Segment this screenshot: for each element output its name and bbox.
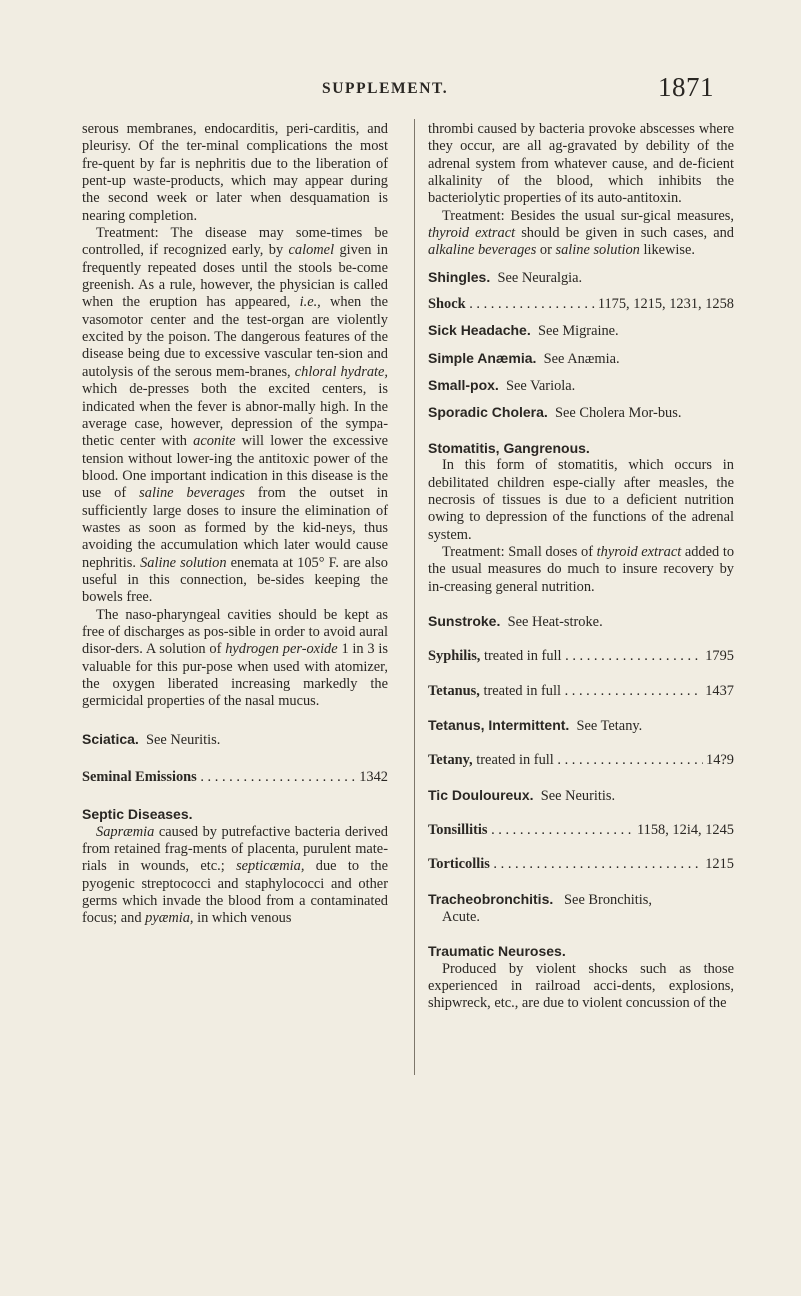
page-number: 1871 (658, 72, 714, 102)
entry-sick-headache: Sick Headache. See Migraine. (428, 322, 619, 340)
entry-sporadic-cholera: Sporadic Cholera. See Cholera Mor-bus. (428, 404, 682, 422)
entry-traumatic-neuroses-heading: Traumatic Neuroses. (428, 943, 566, 960)
entry-simple-anaemia: Simple Anæmia. See Anæmia. (428, 349, 620, 367)
entry-tic-douloureux: Tic Douloureux. See Neuritis. (428, 786, 616, 804)
entry-sunstroke: Sunstroke. See Heat-stroke. (428, 612, 603, 630)
entry-seminal-emissions: Seminal Emissions . . . 1342 (82, 769, 388, 786)
scarlet-fever-continued-paragraph: serous membranes, endocarditis, peri-carditis, and pleurisy. Of the ter-minal complications the most fre-quent by far is nephritis due to the liberation of pent-up waste-products, which may appear during the second week or later when desquamation is nearing completion. (82, 121, 388, 224)
entry-tetany: Tetany, treated in full . . . 14?9 (428, 752, 734, 769)
running-title: SUPPLEMENT. (322, 80, 449, 97)
naso-pharyngeal-paragraph: The naso-pharyngeal cavities should be kept as free of discharges as pos-sible in order to avoid aural disor-ders. A solution of hydrogen per-oxide 1 in 3 is valuable for this pur-pose when used with atomizer, the oxygen liberated increasing markedly the germicidal properties of the nasal mucus. (82, 606, 389, 710)
traumatic-neuroses-paragraph: Produced by violent shocks such as those experienced in railroad acci-dents, explosions, shipwreck, etc., are due to violent concussion of the (428, 960, 734, 1012)
entry-septic-diseases-heading: Septic Diseases. (82, 806, 193, 823)
septic-treatment-paragraph: Treatment: Besides the usual sur-gical measures, thyroid extract should be given in such cases, and alkaline beverages or saline solution likewise. (428, 207, 734, 259)
scarlet-fever-treatment-paragraph: Treatment: The disease may some-times be controlled, if recognized early, by calomel given in frequently repeated doses until the stools be-come greenish. As a rule, however, the physician is called when the eruption has appeared, i.e., when the vasomotor center and the test-organ are violently excited by the poison. The dangerous features of the disease being due to excessive vascular ten-sion and autolysis of the serous mem-branes, chloral hydrate, which de-presses both the excited centers, is indicated when the fever is abnor-mally high. In the average case, however, depression of the sympa-thetic center with aconite will lower the excessive tension without lower-ing the antitoxic power of the blood. One important indication in this disease is the use of saline beverages from the outset in sufficiently large doses to insure the elimination of wastes as soon as formed by the kid-neys, thus avoiding the accumulation which later would cause nephritis. Saline solution enemata at 105° F. are also useful in this connection, be-sides keeping the bowels free. (82, 225, 389, 606)
entry-tracheobronchitis-continued: Acute. (442, 909, 480, 925)
column-divider (414, 119, 415, 1075)
entry-small-pox: Small-pox. See Variola. (428, 377, 576, 395)
entry-shingles: Shingles. See Neuralgia. (428, 268, 583, 286)
entry-sciatica: Sciatica. See Neuritis. (82, 730, 221, 748)
entry-shock: Shock . . . 1175, 1215, 1231, 1258 (428, 296, 734, 313)
entry-tetanus: Tetanus, treated in full . . . 1437 (428, 683, 734, 700)
entry-stomatitis-heading: Stomatitis, Gangrenous. (428, 439, 590, 456)
entry-tonsillitis: Tonsillitis . . . 1158, 12i4, 1245 (428, 822, 734, 839)
stomatitis-paragraph: In this form of stomatitis, which occurs in debilitated children espe-cially after measles, the necrosis of tissues is due to a deficient nutrition owing to depression of the functions of the adrenal system. (428, 457, 734, 543)
entry-tetanus-intermittent: Tetanus, Intermittent. See Tetany. (428, 716, 643, 734)
entry-tracheobronchitis: Tracheobronchitis. See Bronchitis, (428, 890, 652, 908)
right-column (428, 121, 734, 1013)
left-column (82, 121, 388, 928)
entry-torticollis: Torticollis . . . 1215 (428, 856, 734, 873)
entry-syphilis: Syphilis, treated in full . . . 1795 (428, 648, 734, 665)
stomatitis-treatment-paragraph: Treatment: Small doses of thyroid extract added to the usual measures do much to insure recovery by in-creasing general nutrition. (428, 543, 735, 595)
running-head (82, 72, 714, 106)
septic-diseases-paragraph: Sapræmia caused by putrefactive bacteria derived from retained frag-ments of placenta, purulent mate-rials in wounds, etc.; septicæmia, due to the pyogenic streptococci and staphylococci and other germs which invade the blood from a contaminated focus; and pyæmia, in which venous (82, 823, 388, 927)
septic-continued-paragraph: thrombi caused by bacteria provoke abscesses where they occur, are all ag-gravated by debility of the adrenal system from whatever cause, and de-ficient alkalinity of the blood, which inhibits the bacteriolytic properties of its auto-antitoxin. (428, 121, 734, 207)
